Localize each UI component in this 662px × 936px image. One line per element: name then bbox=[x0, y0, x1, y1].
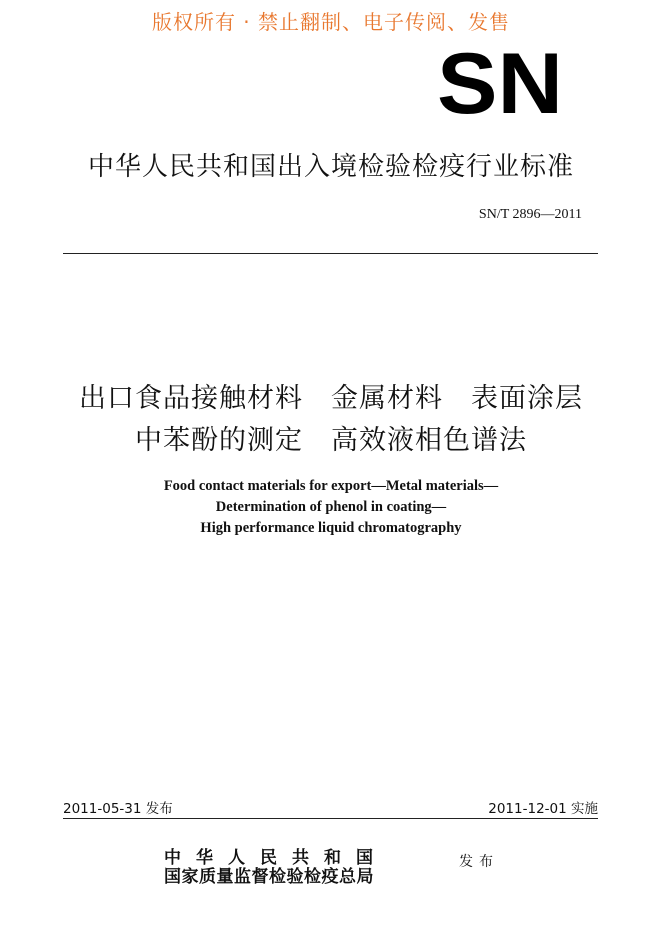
cn-title-line-2: 中苯酚的测定 高效液相色谱法 bbox=[135, 425, 527, 456]
logo-text: SN bbox=[437, 52, 563, 116]
org-title: 中华人民共和国出入境检验检疫行业标准 bbox=[87, 152, 574, 182]
cn-title-line-1: 出口食品接触材料 金属材料 表面涂层 bbox=[79, 383, 583, 414]
top-divider bbox=[63, 253, 598, 254]
bottom-divider bbox=[63, 818, 598, 819]
watermark-text: 版权所有 · 禁止翻制、电子传阅、发售 bbox=[151, 10, 511, 34]
standard-number: SN/T 2896—2011 bbox=[478, 207, 582, 222]
sn-logo bbox=[436, 52, 564, 116]
en-title-line-2: Determination of phenol in coating— bbox=[215, 499, 447, 515]
publish-label: 发布 bbox=[459, 854, 499, 870]
issuer-line-2: 国家质量监督检验检疫总局 bbox=[164, 867, 374, 887]
implementation-date: 2011-12-01 实施 bbox=[488, 801, 598, 817]
issuer-line-1: 中华人民共和国 bbox=[164, 848, 388, 868]
issue-date: 2011-05-31 发布 bbox=[63, 801, 173, 817]
en-title-line-3: High performance liquid chromatography bbox=[200, 520, 462, 536]
en-title-line-1: Food contact materials for export—Metal materials— bbox=[163, 478, 499, 494]
